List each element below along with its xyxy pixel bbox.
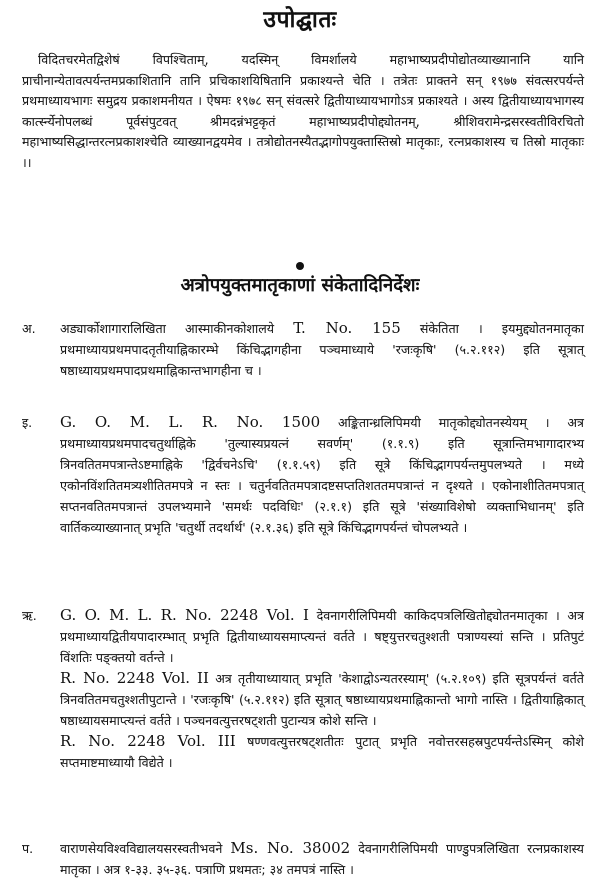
volume-block	[60, 605, 584, 668]
section-heading: अत्रोपयुक्तमातृकाणां संकेतादिनिर्देशः	[180, 275, 420, 296]
entry-pre-text: वाराणसेयविश्वविद्यालयसरस्वतीभवने	[60, 841, 223, 856]
entry-mark: अ.	[22, 321, 36, 336]
manuscript-code: R. No. 2248 Vol. II	[60, 669, 209, 687]
manuscript-code: G. O. M. L. R. No. 2248 Vol. I	[60, 606, 309, 624]
entry-a	[22, 318, 584, 381]
volume-block	[60, 731, 584, 773]
page-title: उपोद्घातः	[263, 7, 337, 33]
intro-paragraph	[22, 50, 584, 173]
volume-text: देवनागरीलिपिमयी काकिदपत्रलिखितोद्द्योतनमातृका । अत्र प्रथमाध्यायद्वितीयपादारम्भात् प्रभृति द्वितीयाध्यायसमाप्त्यन्तं वर्तते । षष्ट्युत्तरचतुश्शती पत्राण्यस्यां सन्ति । प्रतिपुटं विंशतिः पङ्क्तयो वर्तन्ते ।	[60, 608, 584, 665]
entry-mark: इ.	[22, 415, 33, 430]
entry-post-text: अङ्कितान्ध्रलिपिमयी मातृकोद्द्योतनस्येयम् । अत्र प्रथमाध्यायप्रथमपादचतुर्थाह्निके 'तुल्यास्यप्रयत्नं सवर्णम्' (१.१.९) इति सूत्रान्तिमभागादारभ्य त्रिनवतितमपत्रान्तेऽष्टमाह्निके 'द्विर्वचनेऽचि' (१.१.५९) इति सूत्रे किंचिद्भागपर्यन्तमुपलभ्यते । मध्ये एकोनविंशतितमत्र्यशीतितमपत्रे न स्तः । चतुर्नवतितमपत्रादष्टसप्ततिशततमपत्रान्तं न दृश्यते । एकोनाशीतितमपत्रात् सप्तनवतितमपत्रान्तं उपलभ्यमाने 'समर्थः पदविधिः' (२.१.१) इति सूत्रे 'संख्याविशेषो व्यक्ताभिधानम्' इति वार्तिकव्याख्यानात् प्रभृति 'चतुर्थी तदर्थार्थ' (२.१.३६) इति सूत्रे किंचिद्भागपर्यन्तं चोपलभ्यते ।	[60, 415, 584, 535]
manuscript-code: Ms. No. 38002	[230, 839, 351, 857]
entry-body	[60, 318, 584, 381]
manuscript-code: T. No. 155	[293, 319, 401, 337]
entry-body	[60, 412, 584, 538]
entry-body	[60, 838, 584, 880]
volume-block	[60, 668, 584, 731]
volume-text: षण्णवत्युत्तरषट्शतीतः पुटात् प्रभृति नवोत्तरसहस्रपुटपर्यन्तेऽस्मिन् कोशे सप्तमाष्टमाध्यायौ विद्येते ।	[60, 734, 584, 770]
entry-mark: प.	[22, 841, 34, 856]
entry-pre-text: अड्यार्कोशागारालिखिता आस्माकीनकोशालये	[60, 321, 275, 336]
entry-i	[22, 412, 584, 538]
entry-post-text: देवनागरीलिपिमयी पाण्डुपत्रलिखिता रत्नप्रकाशस्य मातृका । अत्र १-३३. ३५-३६. पत्राणि प्रथमतः; ३४ तमपत्रं नास्ति ।	[60, 841, 584, 877]
entry-pa	[22, 838, 584, 880]
volume-text: अत्र तृतीयाध्यायात् प्रभृति 'केशाद्वोऽन्यतरस्याम्' (५.२.१०९) इति सूत्रपर्यन्तं वर्तते त्रिनवतितमचतुश्शतीपुटान्ते । 'रजःकृषि' (५.२.११२) इति सूत्रात् षष्ठाध्यायप्रथमाह्निकान्तो भागो नास्ति । द्वितीयाह्निकात् षष्ठाध्यायसमाप्त्यन्तं वर्तते । पञ्चनवत्युत्तरषट्शती पुटान्यत्र कोशे सन्ति ।	[60, 671, 584, 728]
intro-text: विदितचरमेतद्विशेषं विपश्चिताम्, यदस्मिन् विमर्शालये महाभाष्यप्रदीपोद्योतव्याख्यानानि यानि प्राचीनान्येतावत्पर्यन्तमप्रकाशितानि तानि प्रचिकाशयिषितानि प्रकाश्यन्ते चेति । तत्रेतः प्राक्तने सन् १९७७ संवत्सरपर्यन्ते प्रथमाध्यायभागः समुद्रय प्रकाशमनीयत । ऐषमः १९७८ सन् संवत्सरे द्वितीयाध्यायभागोऽत्र प्रकाश्यते । अस्य द्वितीयाध्यायभागस्य कार्त्स्न्येनोपलब्धं पूर्वसंपुटवत् श्रीमदन्नंभट्टकृतं महाभाष्यप्रदीपोद्द्योतनम्, श्रीशिवरामेन्द्रसरस्वतीविरचितो महाभाष्यसिद्धान्तरत्नप्रकाशश्चेति व्याख्यानद्वयमेव । तत्रोद्योतनस्यैतद्भागोपयुक्तास्तिस्रो मातृकाः, रत्नप्रकाशस्य च तिस्रो मातृकाः ।।	[22, 52, 584, 170]
entry-mark: ऋ.	[22, 608, 37, 623]
manuscript-code: G. O. M. L. R. No. 1500	[60, 413, 321, 431]
entry-body	[60, 605, 584, 773]
manuscript-code: R. No. 2248 Vol. III	[60, 732, 236, 750]
bullet-dot	[296, 262, 304, 270]
entry-ri	[22, 605, 584, 773]
entry-post-text: संकेतिता । इयमुद्द्योतनमातृका प्रथमाध्यायप्रथमपादतृतीयाह्निकारम्भे किंचिद्भागहीना पञ्चमाध्याये 'रजःकृषि' (५.२.११२) इति सूत्रात् षष्ठाध्यायप्रथमपादप्रथमाह्निकान्तभागहीना च ।	[60, 321, 584, 378]
